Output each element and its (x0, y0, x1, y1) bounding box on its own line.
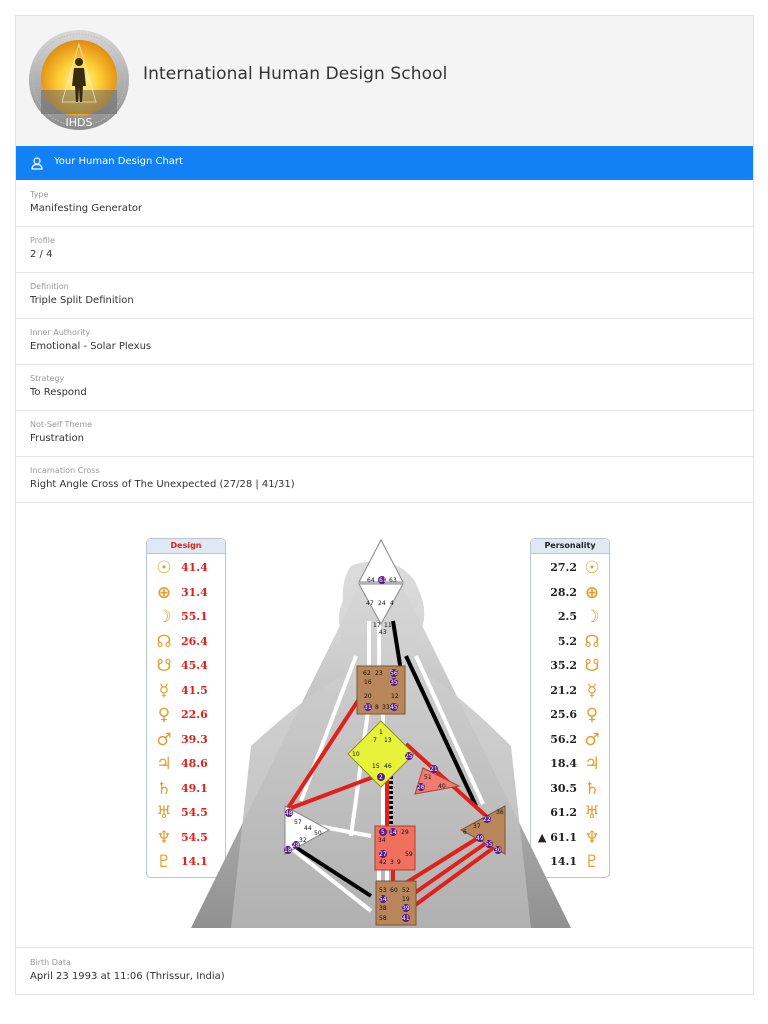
gate-label: 13 (384, 737, 392, 744)
gate-label: 60 (390, 887, 398, 894)
gate-label: 10 (352, 751, 360, 758)
field-not-self-theme (16, 410, 753, 457)
gate-label: 44 (304, 825, 312, 832)
field-label: Strategy (30, 374, 65, 383)
design-value: 45.4 (181, 659, 208, 672)
gate-label: 31 (364, 704, 372, 711)
design-value: 54.5 (181, 806, 208, 819)
uranus-icon: ♅ (156, 803, 172, 823)
design-value: 49.1 (181, 782, 208, 795)
venus-icon: ♀ (157, 705, 171, 725)
gate-label: 53 (379, 887, 387, 894)
gate-label: 61 (379, 577, 387, 584)
south-node-icon: ☋ (156, 656, 172, 676)
gate-label: 27 (379, 851, 387, 858)
gate-label: 19 (402, 896, 410, 903)
gate-label: 1 (379, 729, 383, 736)
field-value: Right Angle Cross of The Unexpected (27/28 | 41/31) (30, 479, 295, 490)
gate-label: 28 (292, 842, 300, 849)
gate-label: 15 (372, 763, 380, 770)
gate-label: 64 (367, 577, 375, 584)
jupiter-icon: ♃ (156, 754, 172, 774)
gate-label: 6 (463, 829, 467, 836)
personality-value: 61.2 (550, 806, 577, 819)
gate-label: 62 (363, 670, 371, 677)
field-birth-data (16, 948, 753, 994)
gate-label: 35 (390, 679, 398, 686)
gate-label: 12 (391, 693, 399, 700)
ihds-logo[interactable] (28, 28, 130, 133)
gate-label: 26 (417, 784, 425, 791)
personality-value: 27.2 (550, 561, 577, 574)
venus-icon: ♀ (585, 705, 599, 725)
field-profile (16, 226, 753, 273)
gate-label: 40 (438, 783, 446, 790)
gate-label: 63 (389, 577, 397, 584)
personality-value: 30.5 (550, 782, 577, 795)
field-value: April 23 1993 at 11:06 (Thrissur, India) (30, 971, 225, 982)
gate-label: 58 (379, 915, 387, 922)
gate-label: 3 (390, 859, 394, 866)
gate-label: 14 (389, 829, 397, 836)
earth-icon: ⊕ (584, 583, 600, 603)
gate-label: 11 (384, 622, 392, 629)
gate-label: 39 (402, 905, 410, 912)
gate-label: 24 (378, 600, 386, 607)
design-value: 48.6 (181, 757, 208, 770)
gate-label: 47 (366, 600, 374, 607)
field-value: Manifesting Generator (30, 203, 143, 214)
field-label: Birth Data (30, 958, 71, 967)
personality-value: 18.4 (550, 757, 577, 770)
gate-label: 34 (378, 837, 386, 844)
gate-label: 49 (476, 835, 484, 842)
gate-label: 22 (483, 816, 491, 823)
gate-label: 38 (379, 905, 387, 912)
gate-label: 33 (382, 704, 390, 711)
gate-label: 2 (379, 774, 383, 781)
field-type (16, 180, 753, 227)
personality-value: 2.5 (557, 610, 577, 623)
gate-label: 55 (485, 841, 493, 848)
chart-title-bar (16, 146, 753, 180)
north-node-icon: ☊ (584, 632, 600, 652)
field-value: Frustration (30, 433, 84, 444)
site-header (16, 16, 753, 146)
mars-icon: ♂ (584, 730, 600, 750)
field-label: Incarnation Cross (30, 466, 100, 475)
moon-icon: ☽ (584, 607, 600, 627)
gate-label: 7 (373, 737, 377, 744)
jupiter-icon: ♃ (584, 754, 600, 774)
field-strategy (16, 364, 753, 411)
personality-value: 28.2 (550, 586, 577, 599)
personality-value: 21.2 (550, 684, 577, 697)
field-incarnation-cross (16, 456, 753, 503)
neptune-icon: ♆ (584, 828, 600, 848)
gate-label: 17 (373, 622, 381, 629)
gate-label: 37 (473, 823, 481, 830)
personality-value: 25.6 (550, 708, 577, 721)
design-panel-title: Design (147, 539, 225, 554)
sun-icon: ☉ (584, 558, 600, 578)
chart-card (15, 15, 754, 995)
gate-label: 51 (424, 774, 432, 781)
saturn-icon: ♄ (156, 779, 172, 799)
mars-icon: ♂ (156, 730, 172, 750)
design-value: 55.1 (181, 610, 208, 623)
personality-value: 5.2 (557, 635, 577, 648)
field-value: 2 / 4 (30, 249, 53, 260)
user-icon (30, 156, 44, 170)
gate-label: 20 (364, 693, 372, 700)
field-definition (16, 272, 753, 319)
site-title: International Human Design School (143, 64, 448, 84)
gate-label: 42 (379, 859, 387, 866)
south-node-icon: ☋ (584, 656, 600, 676)
gate-label: 30 (494, 847, 502, 854)
gate-label: 36 (496, 809, 504, 816)
gate-label: 25 (405, 753, 413, 760)
gate-label: 56 (390, 670, 398, 677)
field-value: To Respond (30, 387, 87, 398)
personality-panel-title: Personality (531, 539, 609, 554)
uranus-icon: ♅ (584, 803, 600, 823)
bodygraph-section (16, 503, 753, 948)
personality-value: 14.1 (550, 855, 577, 868)
gate-label: 21 (430, 766, 438, 773)
pluto-icon: ♇ (584, 852, 600, 872)
design-value: 22.6 (181, 708, 208, 721)
gate-label: 43 (379, 629, 387, 636)
personality-value: ▲ 61.1 (537, 831, 577, 844)
design-value: 41.4 (181, 561, 208, 574)
saturn-icon: ♄ (584, 779, 600, 799)
gate-label: 52 (402, 887, 410, 894)
gate-label: 29 (401, 829, 409, 836)
gate-label: 57 (294, 819, 302, 826)
chart-title: Your Human Design Chart (54, 156, 183, 167)
gate-label: 46 (384, 763, 392, 770)
field-label: Not-Self Theme (30, 420, 93, 429)
logo-text: IHDS (65, 116, 93, 129)
design-value: 54.5 (181, 831, 208, 844)
gate-label: 9 (397, 859, 401, 866)
personality-value: 35.2 (550, 659, 577, 672)
gate-label: 48 (285, 810, 293, 817)
earth-icon: ⊕ (156, 583, 172, 603)
field-inner-authority (16, 318, 753, 365)
gate-label: 59 (405, 851, 413, 858)
field-label: Definition (30, 282, 69, 291)
head-center (359, 540, 403, 582)
gate-label: 32 (299, 837, 307, 844)
design-value: 14.1 (181, 855, 208, 868)
gate-label: 5 (381, 829, 385, 836)
gate-label: 50 (314, 830, 322, 837)
field-value: Triple Split Definition (30, 295, 134, 306)
design-value: 31.4 (181, 586, 208, 599)
gate-label: 18 (284, 847, 292, 854)
bodygraph (191, 536, 571, 931)
design-value: 26.4 (181, 635, 208, 648)
field-label: Profile (30, 236, 55, 245)
gate-label: 8 (375, 704, 379, 711)
neptune-icon: ♆ (156, 828, 172, 848)
sun-icon: ☉ (156, 558, 172, 578)
gate-label: 23 (375, 670, 383, 677)
personality-value: 56.2 (550, 733, 577, 746)
field-value: Emotional - Solar Plexus (30, 341, 152, 352)
gate-label: 41 (402, 915, 410, 922)
field-label: Inner Authority (30, 328, 91, 337)
gate-label: 54 (379, 896, 387, 903)
gate-label: 4 (390, 600, 394, 607)
gate-label: 45 (390, 704, 398, 711)
mercury-icon: ☿ (586, 681, 598, 701)
pluto-icon: ♇ (156, 852, 172, 872)
moon-icon: ☽ (156, 607, 172, 627)
north-node-icon: ☊ (156, 632, 172, 652)
design-value: 41.5 (181, 684, 208, 697)
field-label: Type (30, 190, 49, 199)
mercury-icon: ☿ (158, 681, 170, 701)
gate-label: 16 (364, 679, 372, 686)
design-value: 39.3 (181, 733, 208, 746)
